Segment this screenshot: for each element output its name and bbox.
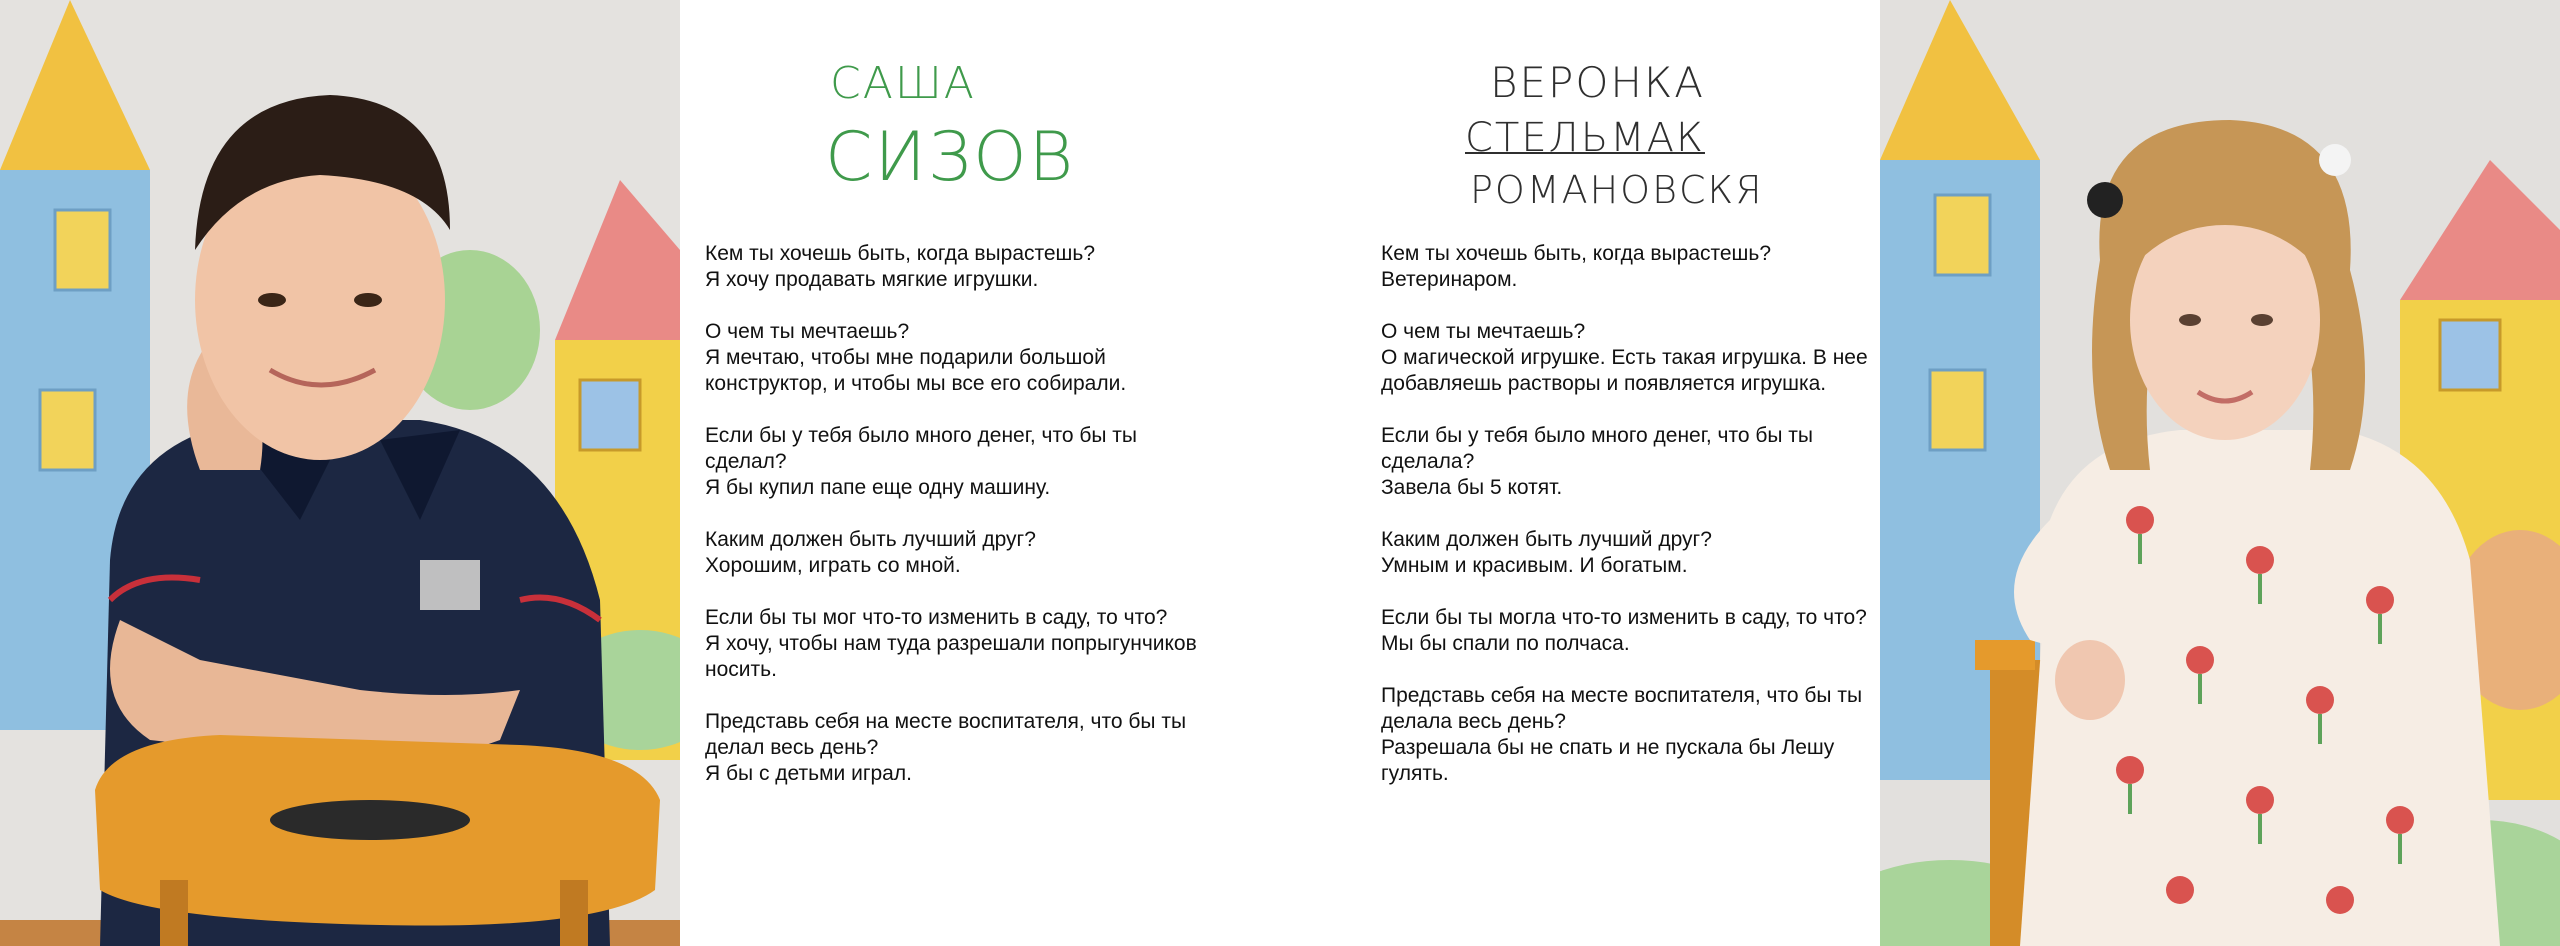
question: Если бы у тебя было много денег, что бы ты сделал? (705, 424, 1138, 473)
qa-item (1381, 605, 1881, 657)
question: Каким должен быть лучший друг? (705, 528, 1036, 551)
answer: Я бы купил папе еще одну машину. (705, 476, 1051, 499)
question: Кем ты хочешь быть, когда вырастешь? (1381, 242, 1772, 265)
answer: Я хочу продавать мягкие игрушки. (705, 268, 1039, 291)
question: Если бы у тебя было много денег, что бы ты сделала? (1381, 424, 1814, 473)
boy-portrait-illustration (0, 0, 680, 946)
question: Представь себя на месте воспитателя, что бы ты делала весь день? (1381, 684, 1863, 733)
qa-item (705, 241, 1205, 293)
question: Каким должен быть лучший друг? (1381, 528, 1712, 551)
answer: Я хочу, чтобы нам туда разрешали попрыгунчиков носить. (705, 632, 1197, 681)
qa-item (705, 423, 1205, 501)
girl-photo (1880, 0, 2560, 946)
answer: Я бы с детьми играл. (705, 762, 912, 785)
girl-portrait-illustration (1880, 0, 2560, 946)
answer: Умным и красивым. И богатым. (1381, 554, 1688, 577)
question: Если бы ты мог что-то изменить в саду, то что? (705, 606, 1168, 629)
interview-text (1381, 241, 1881, 813)
answer: Мы бы спали по полчаса. (1381, 632, 1630, 655)
signature-first-name: ВЕРОНКА (1490, 58, 1706, 107)
qa-item (705, 605, 1205, 683)
question: Представь себя на месте воспитателя, что бы ты делал весь день? (705, 710, 1187, 759)
answer: Разрешала бы не спать и не пускала бы Лешу гулять. (1381, 736, 1835, 785)
answer: Завела бы 5 котят. (1381, 476, 1563, 499)
question: О чем ты мечтаешь? (1381, 320, 1586, 343)
signature-last-name: СИЗОВ (825, 118, 1076, 197)
qa-item (1381, 423, 1881, 501)
qa-item (705, 709, 1205, 787)
left-text-page (680, 0, 1280, 946)
qa-item (1381, 527, 1881, 579)
interview-text (705, 241, 1205, 813)
signature-second-last-name: РОМАНОВСКЯ (1470, 168, 1764, 212)
signature-last-name: СТЕЛЬМАК (1465, 115, 1705, 161)
question: Если бы ты могла что-то изменить в саду, то что? (1381, 606, 1867, 629)
qa-item (1381, 683, 1881, 787)
qa-item (705, 319, 1205, 397)
qa-item (1381, 241, 1881, 293)
answer: Хорошим, играть со мной. (705, 554, 961, 577)
right-text-page (1280, 0, 1880, 946)
boy-photo (0, 0, 680, 946)
question: Кем ты хочешь быть, когда вырастешь? (705, 242, 1096, 265)
answer: Я мечтаю, чтобы мне подарили большой конструктор, и чтобы мы все его собирали. (705, 346, 1127, 395)
question: О чем ты мечтаешь? (705, 320, 910, 343)
answer: Ветеринаром. (1381, 268, 1518, 291)
signature-first-name: САША (830, 58, 976, 109)
qa-item (1381, 319, 1881, 397)
answer: О магической игрушке. Есть такая игрушка. В нее добавляешь растворы и появляется игрушка. (1381, 346, 1868, 395)
qa-item (705, 527, 1205, 579)
